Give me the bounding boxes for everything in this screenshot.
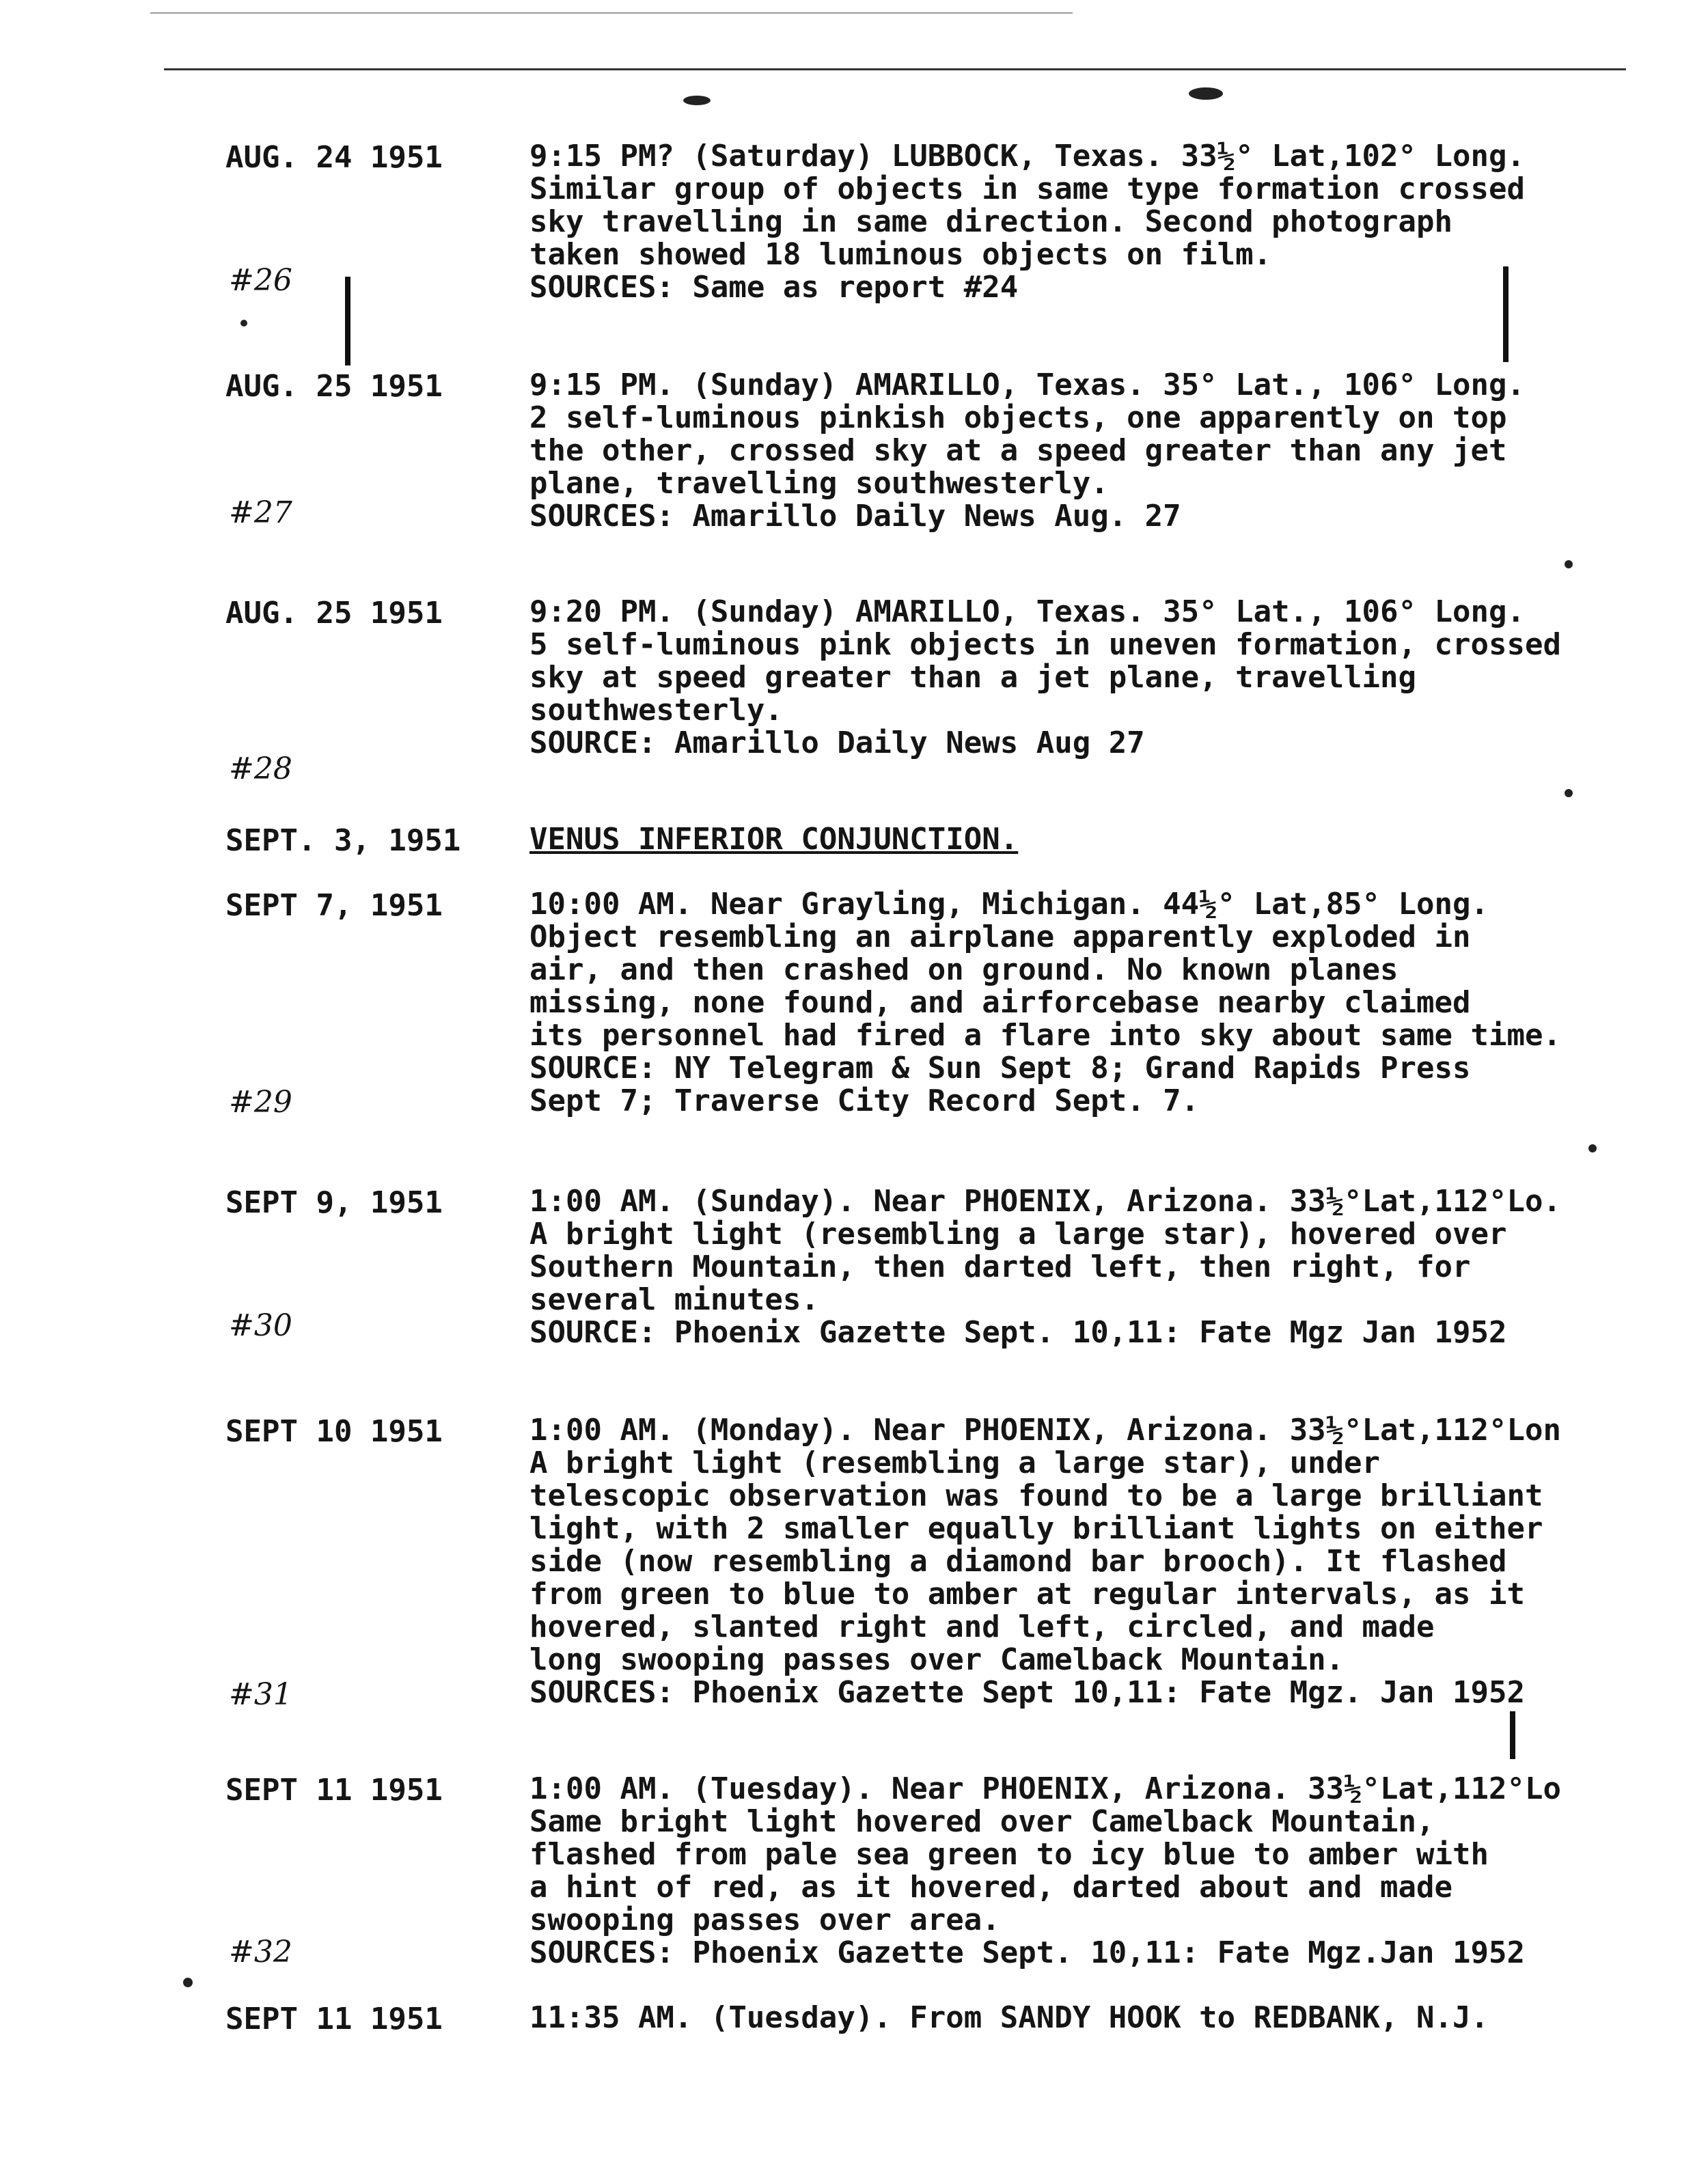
entry-line: 2 self-luminous pinkish objects, one apparently on top [529,400,1507,435]
entry-date: SEPT 11 1951 [225,1773,443,1808]
entry-date: AUG. 25 1951 [225,596,443,631]
entry-date: SEPT 10 1951 [225,1414,443,1449]
entry-line: swooping passes over area. [529,1903,1000,1937]
entry-date: AUG. 24 1951 [225,140,443,175]
entry-line: several minutes. [529,1282,819,1317]
report-number: #28 [229,751,292,786]
entry-line: SOURCE: Phoenix Gazette Sept. 10,11: Fate Mgz Jan 1952 [529,1315,1507,1350]
report-number: #30 [229,1308,292,1343]
entry-line: flashed from pale sea green to icy blue to amber with [529,1837,1489,1872]
entry-line: long swooping passes over Camelback Mountain. [529,1642,1345,1677]
entry-body [529,1414,1705,1709]
entry-line: the other, crossed sky at a speed greater than any jet [529,433,1507,468]
entry-line: Object resembling an airplane apparently exploded in [529,920,1471,954]
entry-line: taken showed 18 luminous objects on film. [529,237,1272,272]
entry-line: southwesterly. [529,693,783,728]
report-number: #26 [229,263,292,298]
entry-line: 1:00 AM. (Sunday). Near PHOENIX, Arizona. 33½°Lat,112°Lo. [529,1184,1561,1219]
entry-line: SOURCE: Amarillo Daily News Aug 27 [529,725,1145,760]
entry-line: 10:00 AM. Near Grayling, Michigan. 44½° Lat,85° Long. [529,887,1489,922]
entry-line: sky at speed greater than a jet plane, travelling [529,660,1417,695]
entry-line: from green to blue to amber at regular intervals, as it [529,1577,1525,1612]
entry-date: SEPT 11 1951 [225,2002,443,2036]
ink-mark [683,96,711,105]
entry-line: SOURCES: Amarillo Daily News Aug. 27 [529,499,1181,534]
entry-line: 11:35 AM. (Tuesday). From SANDY HOOK to REDBANK, N.J. [529,2000,1489,2035]
entry-line: sky travelling in same direction. Second photograph [529,204,1453,239]
entry-body [529,1185,1705,1349]
entry-body [529,888,1705,1118]
speck [1565,560,1573,568]
entry-body [529,369,1705,533]
entry-line: Same bright light hovered over Camelback Mountain, [529,1804,1435,1839]
entry-heading: VENUS INFERIOR CONJUNCTION. [529,822,1019,857]
entry-line: 5 self-luminous pink objects in uneven formation, crossed [529,627,1561,662]
entry-line: 1:00 AM. (Monday). Near PHOENIX, Arizona. 33½°Lat,112°Lon [529,1413,1561,1448]
entry-body [529,1773,1705,1969]
entry-line: side (now resembling a diamond bar brooch). It flashed [529,1544,1507,1579]
entry-line: SOURCE: NY Telegram & Sun Sept 8; Grand Rapids Press [529,1051,1471,1086]
entry-line: air, and then crashed on ground. No known planes [529,952,1399,987]
entry-body [529,140,1705,304]
entry-line: SOURCES: Phoenix Gazette Sept 10,11: Fate Mgz. Jan 1952 [529,1675,1525,1710]
speck [1565,789,1573,797]
entry-line: telescopic observation was found to be a large brilliant [529,1478,1543,1513]
entry-body [529,823,1705,856]
report-number: #31 [229,1677,292,1712]
top-edge-rule [150,12,1073,14]
entry-line: 9:15 PM. (Sunday) AMARILLO, Texas. 35° Lat., 106° Long. [529,368,1525,402]
report-number: #29 [229,1085,292,1120]
entry-line: SOURCES: Phoenix Gazette Sept. 10,11: Fate Mgz.Jan 1952 [529,1935,1525,1970]
entry-date: SEPT. 3, 1951 [225,823,461,858]
speck [183,1978,193,1987]
entry-line: Sept 7; Traverse City Record Sept. 7. [529,1083,1200,1118]
entry-line: Southern Mountain, then darted left, then right, for [529,1249,1471,1284]
entry-line: 9:15 PM? (Saturday) LUBBOCK, Texas. 33½° Lat,102° Long. [529,139,1525,174]
entry-date: SEPT 7, 1951 [225,888,443,923]
header-rule [164,68,1626,70]
entry-body [529,2002,1705,2034]
speck [1588,1144,1597,1152]
report-number: #27 [229,495,292,530]
entry-line: light, with 2 smaller equally brilliant lights on either [529,1511,1543,1546]
ink-mark [1189,87,1223,100]
entry-line: its personnel had fired a flare into sky about same time. [529,1018,1561,1053]
entry-line: Similar group of objects in same type formation crossed [529,171,1525,206]
margin-mark [1510,1711,1515,1759]
entry-line: a hint of red, as it hovered, darted about and made [529,1870,1453,1905]
entry-line: missing, none found, and airforcebase nearby claimed [529,985,1471,1020]
entry-line: hovered, slanted right and left, circled, and made [529,1609,1435,1644]
entry-line: 9:20 PM. (Sunday) AMARILLO, Texas. 35° Lat., 106° Long. [529,594,1525,629]
report-number: #32 [229,1935,292,1969]
speck [240,320,247,327]
entry-date: SEPT 9, 1951 [225,1185,443,1220]
entry-line: plane, travelling southwesterly. [529,466,1109,501]
margin-mark [345,277,350,365]
entry-line: A bright light (resembling a large star), under [529,1446,1381,1480]
entry-date: AUG. 25 1951 [225,369,443,404]
entry-line: 1:00 AM. (Tuesday). Near PHOENIX, Arizona. 33½°Lat,112°Lo [529,1771,1561,1806]
entry-line: SOURCES: Same as report #24 [529,270,1019,305]
entry-body [529,596,1705,760]
entry-line: A bright light (resembling a large star), hovered over [529,1217,1507,1252]
